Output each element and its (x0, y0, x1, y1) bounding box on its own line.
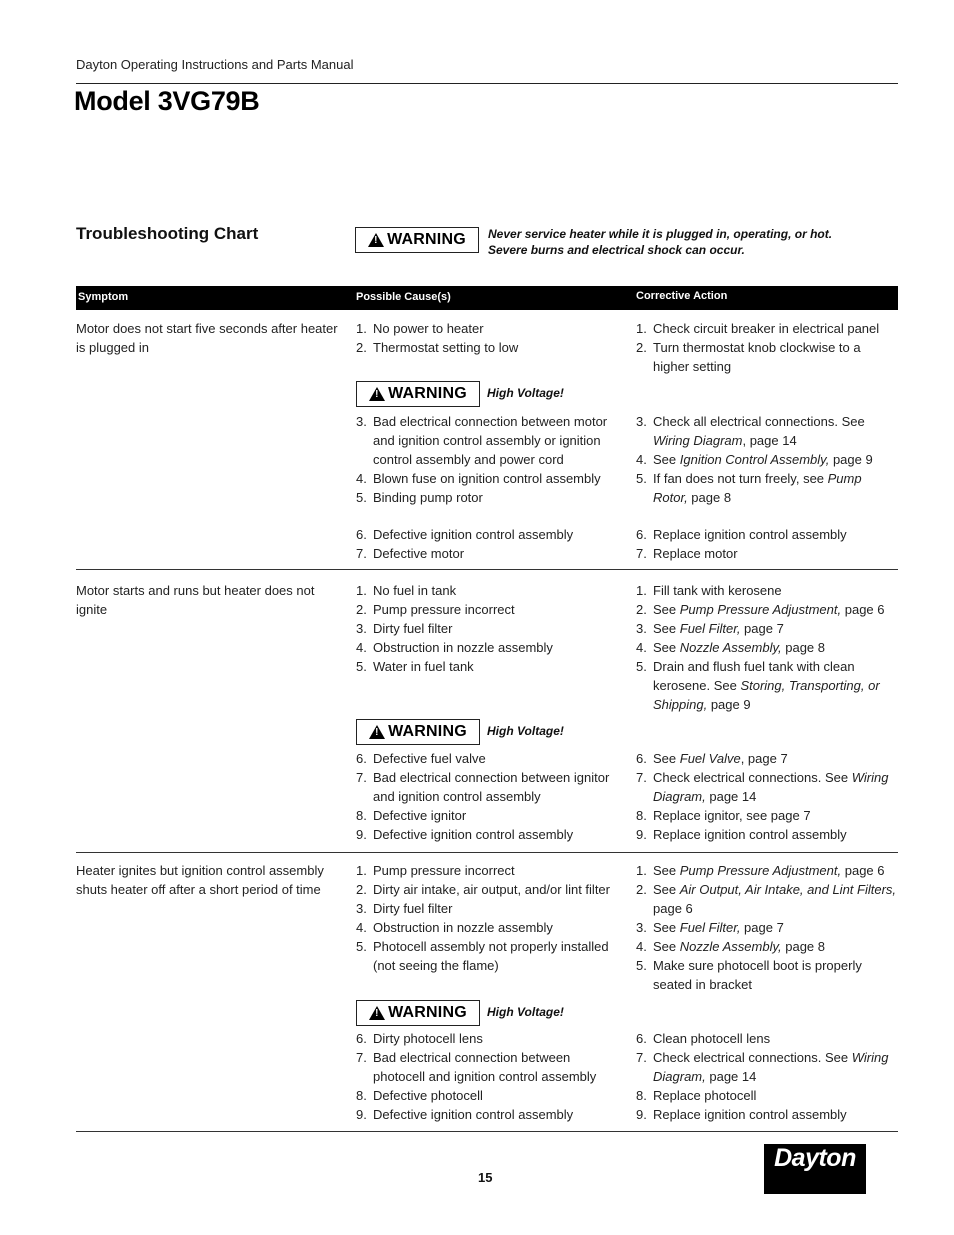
item-number: 4. (636, 939, 647, 954)
item-text: Dirty photocell lens (373, 1031, 483, 1046)
warning-triangle-icon (369, 725, 385, 739)
text-reference: Pump Pressure Adjustment, (679, 863, 842, 878)
item-text (653, 825, 898, 844)
text-reference: Fuel Filter, (679, 621, 741, 636)
item-text: Water in fuel tank (373, 659, 474, 674)
item-text: Dirty fuel filter (373, 901, 453, 916)
text-plain: See (653, 882, 680, 897)
item-number: 2. (356, 882, 367, 897)
item-number: 5. (356, 939, 367, 954)
item-number: 8. (636, 808, 647, 823)
symptom-cell: Motor starts and runs but heater does not ignite (76, 583, 315, 617)
cause-item (356, 918, 622, 937)
text-reference: Ignition Control Assembly, (679, 452, 830, 467)
item-text: Defective fuel valve (373, 751, 486, 766)
item-number: 8. (636, 1088, 647, 1103)
cause-item (356, 657, 622, 676)
item-number: 6. (636, 1031, 647, 1046)
cause-item (356, 1048, 622, 1086)
item-number: 4. (636, 452, 647, 467)
row-divider (76, 1131, 898, 1132)
text-reference: Wiring Diagram (653, 433, 743, 448)
item-text: Bad electrical connection between ignitor and ignition control assembly (373, 770, 610, 804)
warning-label: WARNING (388, 723, 467, 740)
item-text: Obstruction in nozzle assembly (373, 920, 553, 935)
item-text (653, 657, 898, 714)
symptom-cell: Motor does not start five seconds after heater is plugged in (76, 321, 338, 355)
item-text: Bad electrical connection between photocell and ignition control assembly (373, 1050, 597, 1084)
causes-list (356, 861, 622, 975)
warning-message-line-1: Never service heater while it is plugged in, operating, or hot. (488, 227, 833, 241)
cause-item (356, 861, 622, 880)
item-number: 9. (356, 1107, 367, 1122)
item-number: 7. (636, 546, 647, 561)
action-item (636, 1048, 898, 1086)
action-item (636, 638, 898, 657)
text-plain: , page 14 (742, 433, 797, 448)
header-rule (76, 83, 898, 84)
page-title: Model 3VG79B (74, 86, 260, 116)
causes-list (356, 1029, 622, 1124)
text-plain: If fan does not turn freely, see (653, 471, 828, 486)
item-text: Defective ignition control assembly (373, 527, 574, 542)
text-plain: Make sure photocell boot is properly seated in bracket (653, 958, 862, 992)
text-plain: page 6 (841, 863, 885, 878)
item-number: 2. (636, 340, 647, 355)
action-item (636, 806, 898, 825)
cause-item (356, 806, 622, 825)
text-plain: page 9 (829, 452, 873, 467)
item-text: Obstruction in nozzle assembly (373, 640, 553, 655)
warning-triangle-icon (369, 1006, 385, 1020)
text-plain: page 6 (841, 602, 885, 617)
text-reference: Nozzle Assembly, (679, 640, 782, 655)
cause-item (356, 488, 622, 507)
cause-item (356, 825, 622, 844)
action-item (636, 581, 898, 600)
high-voltage-warning-box (356, 1000, 480, 1026)
item-text (653, 469, 898, 507)
text-plain: See (653, 751, 680, 766)
item-text (653, 880, 898, 918)
item-number: 3. (356, 901, 367, 916)
item-text (653, 619, 898, 638)
item-number: 1. (356, 583, 367, 598)
text-reference: Wiring Diagram, (653, 1050, 889, 1084)
item-text (653, 450, 898, 469)
action-item (636, 1086, 898, 1105)
item-text (653, 1029, 898, 1048)
item-number: 5. (636, 958, 647, 973)
row-divider (76, 852, 898, 853)
item-text (653, 861, 898, 880)
spacer (356, 507, 622, 525)
text-plain: page 7 (740, 621, 784, 636)
actions-list (636, 1029, 898, 1124)
item-text (653, 600, 898, 619)
action-item (636, 880, 898, 918)
action-item (636, 768, 898, 806)
item-text (653, 1105, 898, 1124)
item-number: 6. (636, 751, 647, 766)
text-reference: Pump Rotor, (653, 471, 862, 505)
item-number: 8. (356, 808, 367, 823)
item-number: 5. (356, 659, 367, 674)
text-plain: Drain and flush fuel tank with clean kerosene. See (653, 659, 855, 693)
action-item (636, 749, 898, 768)
item-number: 7. (636, 1050, 647, 1065)
causes-list (356, 412, 622, 563)
item-text: Defective ignitor (373, 808, 467, 823)
item-text: Thermostat setting to low (373, 340, 519, 355)
item-text: Defective motor (373, 546, 465, 561)
cause-item (356, 581, 622, 600)
warning-message-line-2: Severe burns and electrical shock can occur. (488, 243, 745, 257)
item-number: 6. (636, 527, 647, 542)
item-number: 6. (356, 527, 367, 542)
column-header-symptom: Symptom (78, 291, 129, 303)
text-plain: See (653, 920, 680, 935)
item-text (653, 806, 898, 825)
item-number: 4. (356, 640, 367, 655)
action-item (636, 544, 898, 563)
high-voltage-label: High Voltage! (487, 386, 564, 400)
action-item (636, 525, 898, 544)
item-text (653, 525, 898, 544)
item-text: Pump pressure incorrect (373, 863, 515, 878)
cause-item (356, 880, 622, 899)
cause-item (356, 338, 622, 357)
text-plain: page 7 (740, 920, 784, 935)
row-divider (76, 569, 898, 570)
warning-triangle-icon (369, 387, 385, 401)
text-plain: Fill tank with kerosene (653, 583, 782, 598)
text-reference: Nozzle Assembly, (679, 939, 782, 954)
text-plain: Replace ignition control assembly (653, 827, 847, 842)
warning-message (488, 226, 832, 258)
item-text: Dirty fuel filter (373, 621, 453, 636)
item-text (653, 1086, 898, 1105)
text-plain: Check all electrical connections. See (653, 414, 865, 429)
item-text: Check circuit breaker in electrical panel (653, 321, 880, 336)
cause-item (356, 319, 622, 338)
page-number: 15 (478, 1170, 493, 1185)
cause-item (356, 525, 622, 544)
warning-label: WARNING (388, 385, 467, 402)
high-voltage-warning-box (356, 381, 480, 407)
item-text: Defective photocell (373, 1088, 483, 1103)
text-plain: See (653, 863, 680, 878)
item-text: Defective ignition control assembly (373, 827, 574, 842)
item-text (653, 937, 898, 956)
text-plain: page 14 (705, 789, 757, 804)
actions-list (636, 861, 898, 994)
item-number: 7. (356, 770, 367, 785)
text-reference: Fuel Filter, (679, 920, 741, 935)
item-text: Photocell assembly not properly installed (not seeing the flame) (373, 939, 609, 973)
text-plain: Replace ignition control assembly (653, 527, 847, 542)
action-item (636, 937, 898, 956)
item-number: 3. (636, 621, 647, 636)
text-plain: , page 7 (740, 751, 788, 766)
item-text (653, 581, 898, 600)
text-plain: page 6 (653, 901, 693, 916)
action-item (636, 825, 898, 844)
item-text: No fuel in tank (373, 583, 457, 598)
item-number: 1. (356, 321, 367, 336)
symptom-cell: Heater ignites but ignition control assembly shuts heater off after a short period of time (76, 863, 324, 897)
item-number: 4. (636, 640, 647, 655)
text-reference: Wiring Diagram, (653, 770, 889, 804)
item-text (653, 1048, 898, 1086)
item-text (653, 749, 898, 768)
text-plain: Replace ignitor, see page 7 (653, 808, 811, 823)
item-number: 5. (636, 471, 647, 486)
text-plain: See (653, 939, 680, 954)
causes-list (356, 749, 622, 844)
cause-item (356, 937, 622, 975)
text-plain: page 9 (707, 697, 751, 712)
cause-item (356, 600, 622, 619)
warning-label: WARNING (388, 1004, 467, 1021)
item-text: Pump pressure incorrect (373, 602, 515, 617)
item-number: 5. (356, 490, 367, 505)
item-text: Dirty air intake, air output, and/or lint filter (373, 882, 610, 897)
causes-list (356, 581, 622, 676)
item-number: 6. (356, 1031, 367, 1046)
action-item (636, 469, 898, 507)
action-item (636, 412, 898, 450)
item-number: 2. (636, 882, 647, 897)
item-number: 2. (356, 602, 367, 617)
actions-list (636, 581, 898, 714)
warning-label: WARNING (387, 231, 466, 248)
item-number: 3. (356, 621, 367, 636)
item-number: 6. (356, 751, 367, 766)
text-plain: Check electrical connections. See (653, 1050, 852, 1065)
cause-item (356, 768, 622, 806)
text-plain: See (653, 602, 680, 617)
item-number: 1. (636, 321, 647, 336)
spacer (636, 507, 898, 525)
cause-item (356, 412, 622, 469)
item-number: 5. (636, 659, 647, 674)
action-item (636, 619, 898, 638)
item-text: Bad electrical connection between motor and ignition control assembly or ignition control assembly and power cord (373, 414, 608, 467)
text-reference: Storing, Transporting, or Shipping, (653, 678, 880, 712)
column-header-causes: Possible Cause(s) (356, 291, 451, 303)
cause-item (356, 1105, 622, 1124)
item-text (653, 768, 898, 806)
text-plain: See (653, 452, 680, 467)
item-number: 1. (636, 583, 647, 598)
item-number: 2. (356, 340, 367, 355)
warning-box (355, 227, 479, 253)
action-item (636, 657, 898, 714)
high-voltage-label: High Voltage! (487, 1005, 564, 1019)
item-number: 1. (356, 863, 367, 878)
text-plain: Replace motor (653, 546, 738, 561)
text-reference: Air Output, Air Intake, and Lint Filters, (679, 882, 897, 897)
actions-list (636, 412, 898, 563)
actions-list (636, 319, 898, 376)
text-plain: See (653, 621, 680, 636)
item-number: 9. (636, 827, 647, 842)
logo-text: Dayton (774, 1144, 856, 1172)
item-text (653, 412, 898, 450)
item-number: 4. (356, 471, 367, 486)
item-number: 1. (636, 863, 647, 878)
cause-item (356, 638, 622, 657)
text-plain: See (653, 640, 680, 655)
item-text: Binding pump rotor (373, 490, 483, 505)
item-number: 3. (636, 920, 647, 935)
action-item (636, 450, 898, 469)
action-item (636, 319, 898, 338)
cause-item (356, 469, 622, 488)
text-plain: page 8 (781, 939, 825, 954)
text-plain: Replace ignition control assembly (653, 1107, 847, 1122)
text-plain: page 8 (781, 640, 825, 655)
item-text (653, 918, 898, 937)
item-number: 7. (636, 770, 647, 785)
action-item (636, 1029, 898, 1048)
text-plain: Check electrical connections. See (653, 770, 852, 785)
item-number: 7. (356, 546, 367, 561)
action-item (636, 600, 898, 619)
action-item (636, 1105, 898, 1124)
item-number: 3. (636, 414, 647, 429)
item-text: Blown fuse on ignition control assembly (373, 471, 601, 486)
action-item (636, 338, 898, 376)
cause-item (356, 899, 622, 918)
text-plain: Replace photocell (653, 1088, 757, 1103)
actions-list (636, 749, 898, 844)
item-text (653, 638, 898, 657)
cause-item (356, 544, 622, 563)
high-voltage-warning-box (356, 719, 480, 745)
item-number: 9. (636, 1107, 647, 1122)
text-plain: Clean photocell lens (653, 1031, 771, 1046)
item-number: 4. (356, 920, 367, 935)
item-number: 8. (356, 1088, 367, 1103)
manual-title: Dayton Operating Instructions and Parts Manual (76, 57, 354, 72)
cause-item (356, 619, 622, 638)
item-text: No power to heater (373, 321, 484, 336)
text-reference: Fuel Valve (679, 751, 741, 766)
text-plain: page 8 (687, 490, 732, 505)
high-voltage-label: High Voltage! (487, 724, 564, 738)
action-item (636, 918, 898, 937)
dayton-logo (764, 1144, 866, 1194)
item-text: Turn thermostat knob clockwise to a higher setting (653, 340, 861, 374)
cause-item (356, 1086, 622, 1105)
item-number: 7. (356, 1050, 367, 1065)
item-text (653, 544, 898, 563)
item-text: Defective ignition control assembly (373, 1107, 574, 1122)
item-number: 9. (356, 827, 367, 842)
text-reference: Pump Pressure Adjustment, (679, 602, 842, 617)
action-item (636, 861, 898, 880)
table-header (76, 286, 898, 310)
item-number: 3. (356, 414, 367, 429)
causes-list (356, 319, 622, 357)
item-text (653, 956, 898, 994)
section-title: Troubleshooting Chart (76, 224, 259, 243)
action-item (636, 956, 898, 994)
cause-item (356, 1029, 622, 1048)
text-plain: page 14 (705, 1069, 757, 1084)
item-number: 2. (636, 602, 647, 617)
cause-item (356, 749, 622, 768)
warning-triangle-icon (368, 233, 384, 247)
column-header-action: Corrective Action (636, 290, 728, 302)
